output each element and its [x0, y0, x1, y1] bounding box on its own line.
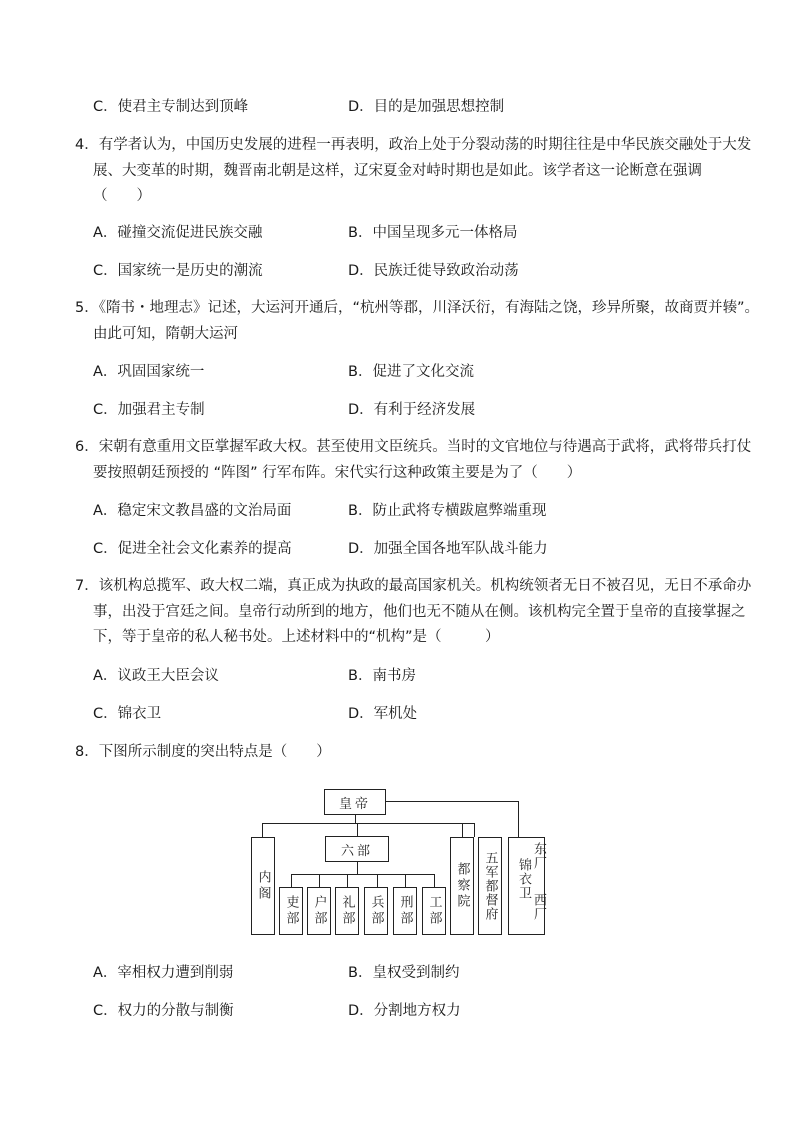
- q5-stem-line1: 5．《隋书・地理志》记述，大运河开通后，“杭州等郡，川泽沃衍，有海陆之饶，珍异所聚，故商贾并辏”。: [75, 300, 759, 316]
- connector-liubu-horizontal: [291, 874, 435, 875]
- q8-option-c: C．权力的分散与制衡: [93, 1003, 234, 1019]
- q7-option-b: B．南书房: [348, 668, 416, 684]
- q5-option-b: B．促进了文化交流: [348, 364, 474, 380]
- q4-stem-line1: 4．有学者认为，中国历史发展的进程一再表明，政治上处于分裂动荡的时期往往是中华民族交融处于大发: [75, 137, 752, 153]
- hu-bu-box: [307, 887, 331, 935]
- xing-bu-box: [393, 887, 417, 935]
- connector-to-neige: [262, 823, 263, 837]
- changwei-box: [508, 837, 545, 935]
- wujun-dudufu-label: 五军都督府: [482, 851, 498, 921]
- q5-option-d: D．有利于经济发展: [348, 402, 476, 418]
- q7-option-a: A．议政王大臣会议: [93, 668, 219, 684]
- q8-option-d: D．分割地方权力: [348, 1003, 461, 1019]
- q6-stem-line2: 要按照朝廷预授的 “阵图” 行军布阵。宋代实行这种政策主要是为了（ ）: [93, 465, 582, 481]
- q3-option-d: D．目的是加强思想控制: [348, 99, 505, 115]
- connector-to-bingbu: [377, 874, 378, 887]
- connector-liubu-down: [357, 862, 358, 874]
- q6-stem-line1: 6．宋朝有意重用文臣掌握军政大权。甚至使用文臣统兵。当时的文官地位与待遇高于武将，武将带兵打仗: [75, 439, 752, 455]
- connector-to-libu2: [347, 874, 348, 887]
- q8-stem-line1: 8．下图所示制度的突出特点是（ ）: [75, 744, 331, 760]
- connector-emperor-right: [386, 801, 518, 802]
- q7-option-c: C．锦衣卫: [93, 706, 162, 722]
- duchayuan-box: [450, 837, 474, 935]
- q5-stem-line2: 由此可知，隋朝大运河: [93, 326, 238, 342]
- connector-to-libu: [291, 874, 292, 887]
- q4-option-b: B．中国呈现多元一体格局: [348, 225, 518, 241]
- li-bu-rites-label: 礼部: [339, 895, 355, 927]
- neige-box: [251, 837, 275, 935]
- connector-to-changwei: [518, 801, 519, 837]
- q7-option-d: D．军机处: [348, 706, 418, 722]
- connector-to-wujun: [474, 823, 475, 837]
- bing-bu-label: 兵部: [368, 895, 384, 927]
- duchayuan-label: 都察院: [454, 862, 470, 910]
- emperor-box: [324, 789, 386, 815]
- q3-option-c: C．使君主专制达到顶峰: [93, 99, 249, 115]
- xing-bu-label: 刑部: [397, 895, 413, 927]
- q6-option-c: C．促进全社会文化素养的提高: [93, 541, 292, 557]
- jinyiwei-label: 锦衣卫: [516, 858, 531, 900]
- q4-option-a: A．碰撞交流促进民族交融: [93, 225, 263, 241]
- li-bu-label: 吏部: [283, 895, 299, 927]
- q7-stem-line1: 7．该机构总揽军、政大权二端，真正成为执政的最高国家机关。机构统领者无日不被召见，无日不承命办: [75, 578, 752, 594]
- q6-option-b: B．防止武将专横跋扈弊端重现: [348, 503, 547, 519]
- q5-option-a: A．巩固国家统一: [93, 364, 205, 380]
- gong-bu-label: 工部: [426, 895, 442, 927]
- q4-stem-line3: （ ）: [93, 188, 151, 204]
- q7-stem-line2: 事，出没于宫廷之间。皇帝行动所到的地方，他们也无不随从在侧。该机构完全置于皇帝的直接掌握之: [93, 604, 746, 620]
- connector-to-liubu: [357, 823, 358, 836]
- six-ministries-box: [325, 836, 389, 862]
- connector-to-duchayuan: [462, 823, 463, 837]
- connector-to-hubu: [319, 874, 320, 887]
- li-bu-rites-box: [335, 887, 359, 935]
- q5-option-c: C．加强君主专制: [93, 402, 205, 418]
- emperor-label: 皇帝: [338, 796, 371, 812]
- connector-to-gongbu: [434, 874, 435, 887]
- gong-bu-box: [422, 887, 446, 935]
- wujun-dudufu-box: [478, 837, 502, 935]
- q4-option-d: D．民族迁徙导致政治动荡: [348, 263, 519, 279]
- q4-stem-line2: 展、大变革的时期，魏晋南北朝是这样，辽宋夏金对峙时期也是如此。该学者这一论断意在强调: [93, 163, 702, 179]
- hu-bu-label: 户部: [311, 895, 327, 927]
- connector-top-horizontal: [262, 823, 475, 824]
- q8-option-b: B．皇权受到制约: [348, 965, 460, 981]
- bing-bu-box: [364, 887, 388, 935]
- q6-option-a: A．稳定宋文教昌盛的文治局面: [93, 503, 292, 519]
- neige-label: 内阁: [255, 870, 271, 902]
- connector-to-xingbu: [405, 874, 406, 887]
- q8-option-a: A．宰相权力遭到削弱: [93, 965, 234, 981]
- q4-option-c: C．国家统一是历史的潮流: [93, 263, 263, 279]
- six-ministries-label: 六部: [340, 843, 373, 859]
- xichang-label: 西厂: [531, 893, 546, 921]
- li-bu-box: [279, 887, 303, 935]
- q7-stem-line3: 下，等于皇帝的私人秘书处。上述材料中的“机构”是（ ）: [93, 629, 500, 645]
- dongchang-label: 东厂: [531, 842, 546, 870]
- q6-option-d: D．加强全国各地军队战斗能力: [348, 541, 548, 557]
